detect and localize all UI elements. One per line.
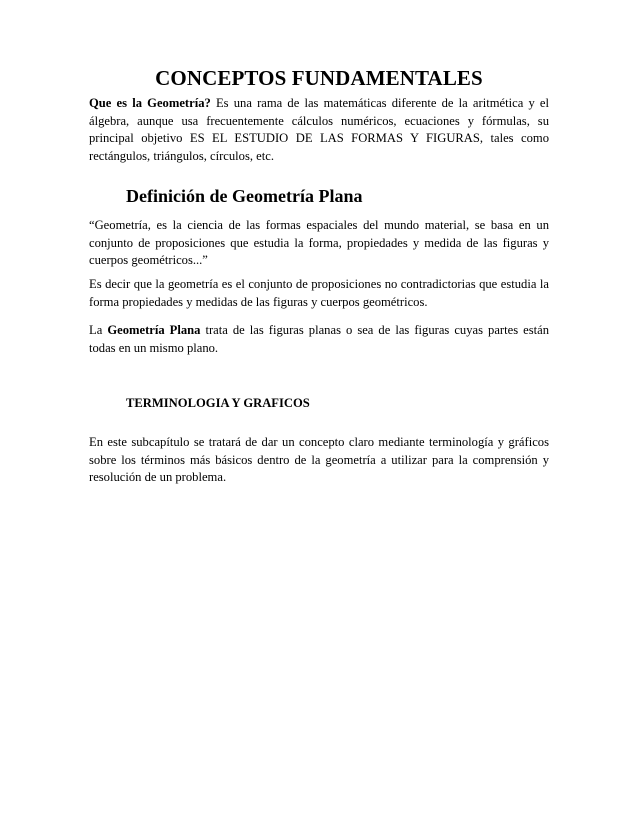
plana-term: Geometría Plana [107, 323, 201, 337]
section-heading-terminology: TERMINOLOGIA Y GRAFICOS [126, 396, 310, 410]
definition-quote: “Geometría, es la ciencia de las formas espaciales del mundo material, se basa en un conjunto de proposiciones que estudia la forma, propiedades y medida de las figuras y cuerpos geométricos...” [89, 218, 549, 268]
plana-text: trata de las figuras planas o sea de las figuras cuyas partes están todas en un mismo plano. [89, 323, 549, 355]
document-title: CONCEPTOS FUNDAMENTALES [155, 66, 483, 90]
terminology-paragraph: En este subcapítulo se tratará de dar un concepto claro mediante terminología y gráficos sobre los términos más básicos dentro de la geometría a utilizar para la comprensión y resolución de un problema. [89, 435, 549, 485]
intro-question: Que es la Geometría? [89, 96, 211, 110]
intro-paragraph [89, 95, 549, 165]
plana-prefix: La [89, 323, 108, 337]
intro-text: Es una rama de las matemáticas diferente de la aritmética y el álgebra, aunque usa frecuentemente cálculos numéricos, ecuaciones y fórmulas, su principal objetivo ES EL ESTUDIO DE LAS FORMAS Y FIGURAS, tales como rectángulos, triángulos, círculos, etc. [89, 96, 549, 163]
definition-paragraph: Es decir que la geometría es el conjunto de proposiciones no contradictorias que estudia la forma propiedades y medidas de las figuras y cuerpos geométricos. [89, 277, 549, 309]
plana-paragraph [89, 322, 549, 357]
section-heading-definition: Definición de Geometría Plana [126, 186, 363, 206]
